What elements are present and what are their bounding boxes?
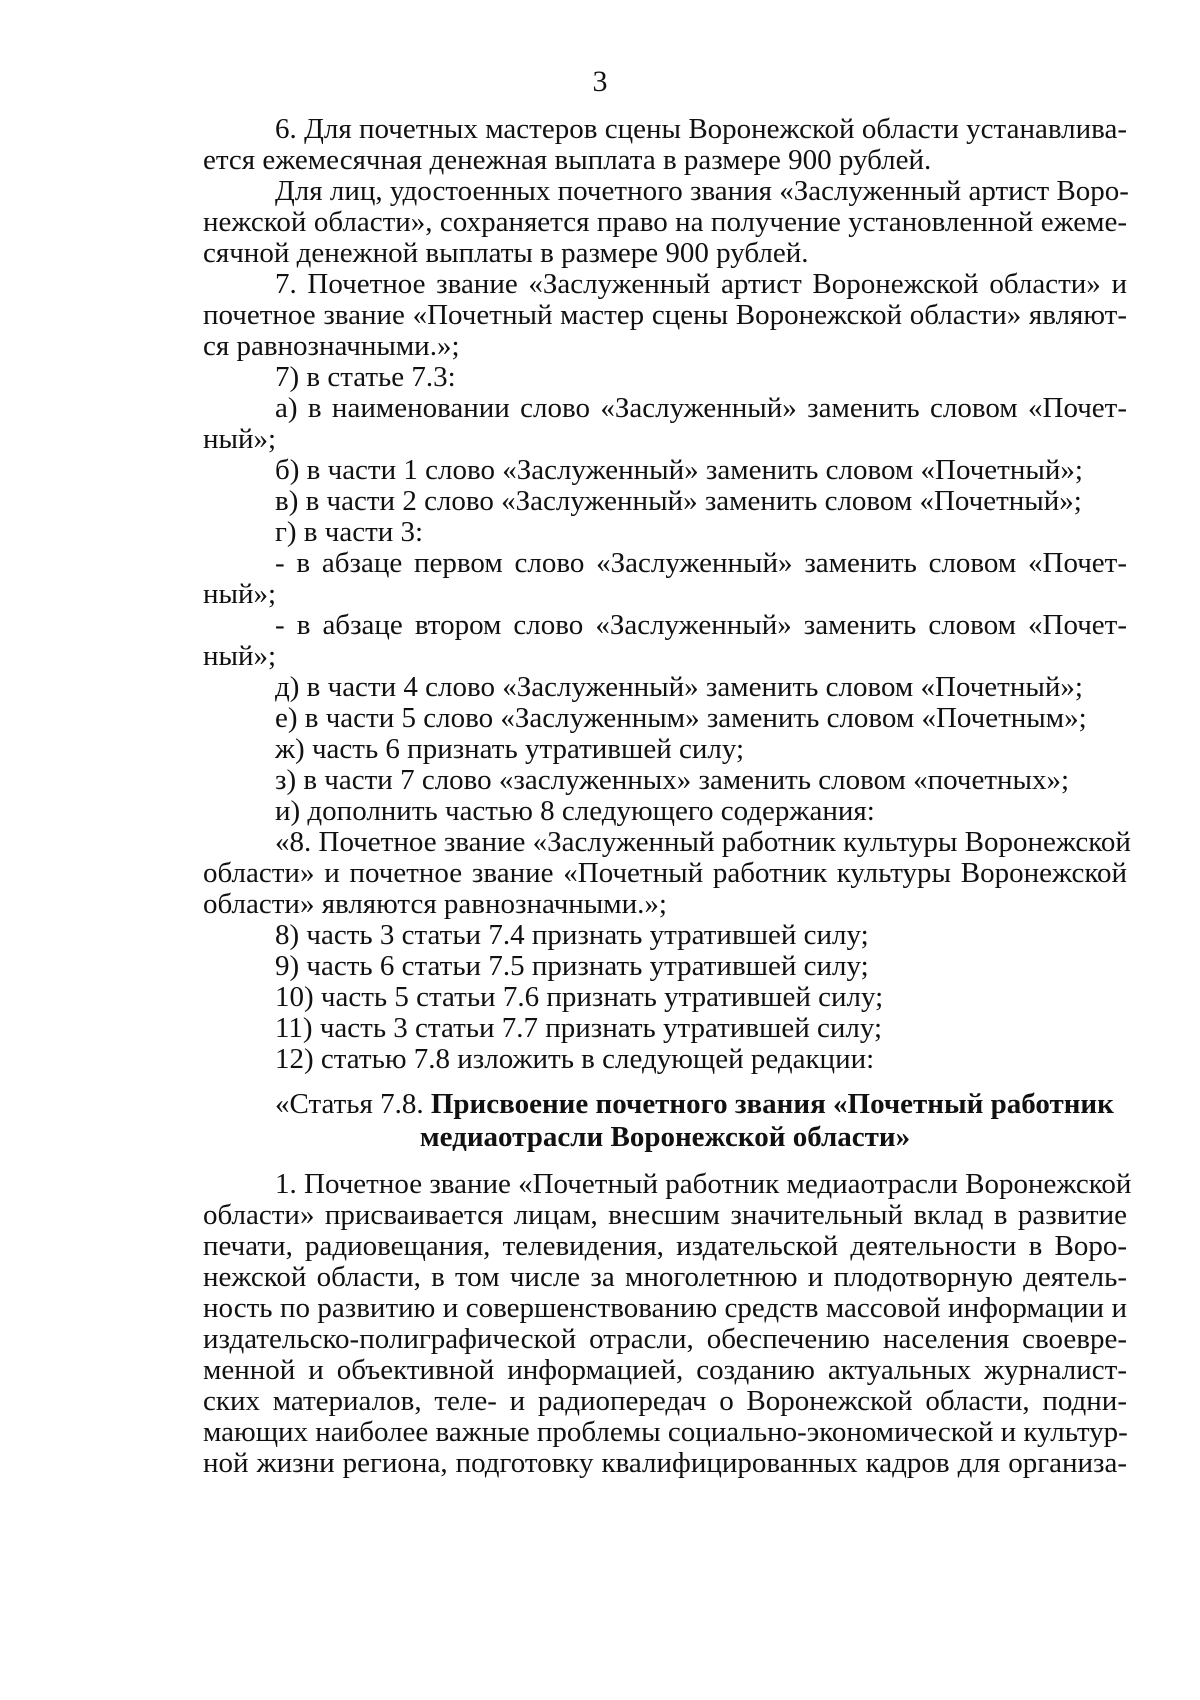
text-line: г) в части 3:: [275, 516, 424, 548]
text-line: ж) часть 6 признать утратившей силу;: [275, 733, 744, 765]
text-line: з) в части 7 слово «заслуженных» заменить словом «почетных»;: [275, 764, 1070, 796]
article-heading-prefix: «Статья 7.8.: [275, 1088, 431, 1120]
text-line: д) в части 4 слово «Заслуженный» заменить словом «Почетный»;: [275, 671, 1083, 703]
text-line: и) дополнить частью 8 следующего содержания:: [275, 795, 875, 827]
text-line: а) в наименовании слово «Заслуженный» заменить словом «Почет-: [275, 392, 1127, 424]
text-line: ся равнозначными.»;: [203, 330, 460, 362]
text-line: ется ежемесячная денежная выплата в размере 900 рублей.: [203, 144, 932, 176]
text-line: 7) в статье 7.3:: [275, 361, 456, 393]
text-line: ских материалов, теле- и радиопередач о Воронежской области, подни-: [203, 1385, 1127, 1417]
text-line: 8) часть 3 статьи 7.4 признать утратившей силу;: [275, 919, 869, 951]
document-body: [203, 113, 1132, 1479]
text-line: мающих наиболее важные проблемы социально-экономической и культур-: [203, 1416, 1128, 1448]
text-line: издательско-полиграфической отрасли, обеспечению населения своевре-: [203, 1323, 1127, 1355]
text-line: ный»;: [203, 578, 277, 610]
text-line: 7. Почетное звание «Заслуженный артист Воронежской области» и: [275, 268, 1127, 300]
text-line: Для лиц, удостоенных почетного звания «Заслуженный артист Воро-: [275, 175, 1129, 207]
text-line: 9) часть 6 статьи 7.5 признать утратившей силу;: [275, 950, 869, 982]
text-line: 12) статью 7.8 изложить в следующей редакции:: [275, 1043, 875, 1075]
text-line: 1. Почетное звание «Почетный работник медиаотрасли Воронежской: [275, 1168, 1132, 1200]
text-line: ный»;: [203, 640, 277, 672]
text-line: печати, радиовещания, телевидения, издательской деятельности в Воро-: [203, 1230, 1127, 1262]
text-line: области» и почетное звание «Почетный работник культуры Воронежской: [203, 857, 1127, 889]
page-number: 3: [592, 65, 608, 98]
text-line: б) в части 1 слово «Заслуженный» заменить словом «Почетный»;: [275, 454, 1083, 486]
article-heading-title: Присвоение почетного звания «Почетный работник: [430, 1088, 1114, 1120]
text-line: - в абзаце втором слово «Заслуженный» заменить словом «Почет-: [275, 609, 1127, 641]
text-line: нежской области, в том числе за многолетнюю и плодотворную деятель-: [203, 1261, 1127, 1293]
text-line: ной жизни региона, подготовку квалифицированных кадров для организа-: [203, 1447, 1127, 1479]
text-line: нежской области», сохраняется право на получение установленной ежеме-: [203, 206, 1127, 238]
text-line: ный»;: [203, 423, 277, 455]
article-heading-title-cont: медиаотрасли Воронежской области»: [419, 1121, 911, 1153]
text-line: «8. Почетное звание «Заслуженный работник культуры Воронежской: [275, 826, 1131, 858]
text-line: 11) часть 3 статьи 7.7 признать утратившей силу;: [275, 1012, 883, 1044]
text-line: в) в части 2 слово «Заслуженный» заменить словом «Почетный»;: [275, 485, 1082, 517]
text-line: области» являются равнозначными.»;: [203, 888, 667, 920]
text-line: 10) часть 5 статьи 7.6 признать утратившей силу;: [275, 981, 884, 1013]
text-line: области» присваивается лицам, внесшим значительный вклад в развитие: [203, 1199, 1127, 1231]
text-line: почетное звание «Почетный мастер сцены Воронежской области» являют-: [203, 299, 1127, 331]
text-line: менной и объективной информацией, созданию актуальных журналист-: [203, 1354, 1127, 1386]
text-line: 6. Для почетных мастеров сцены Воронежской области устанавлива-: [275, 113, 1127, 145]
text-line: сячной денежной выплаты в размере 900 рублей.: [203, 237, 809, 269]
text-line: ность по развитию и совершенствованию средств массовой информации и: [203, 1292, 1127, 1324]
text-line: - в абзаце первом слово «Заслуженный» заменить словом «Почет-: [275, 547, 1127, 579]
article-heading: [203, 1089, 1127, 1155]
text-line: е) в части 5 слово «Заслуженным» заменить словом «Почетным»;: [275, 702, 1087, 734]
